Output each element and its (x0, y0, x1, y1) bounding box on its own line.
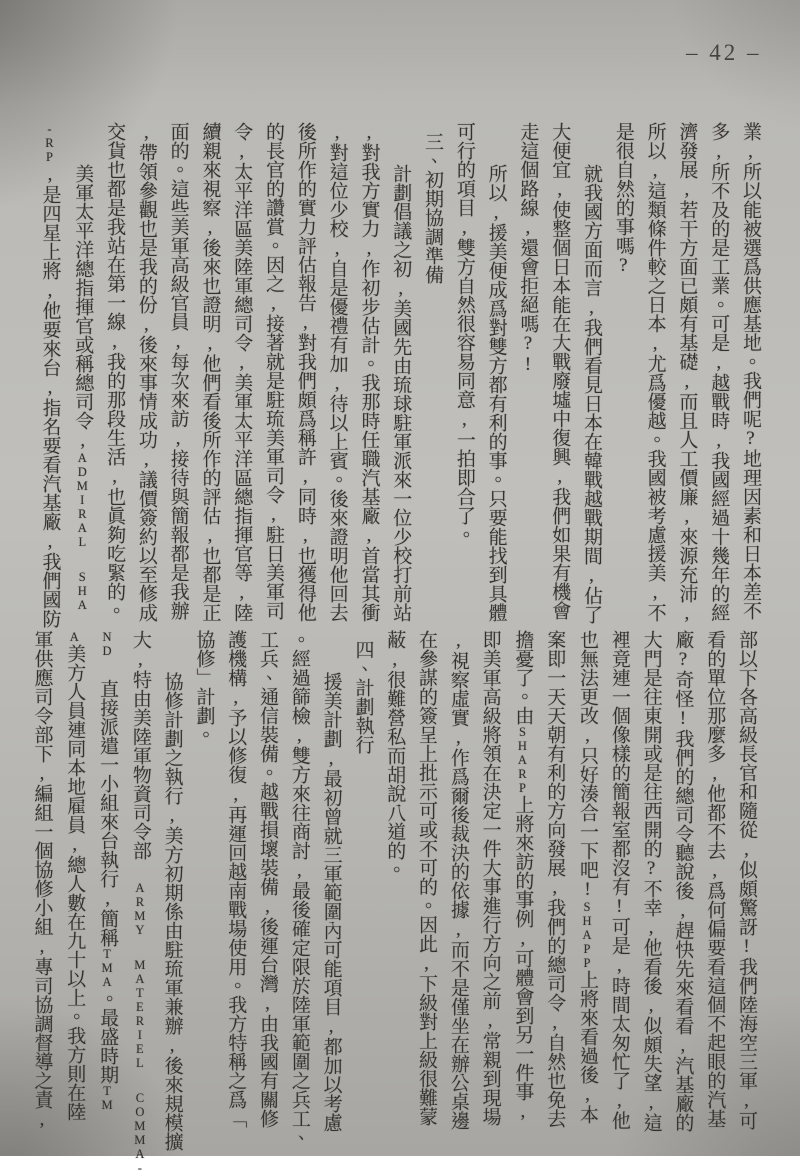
text-column: 護機構,予以修復,再運回越南戰場使用。我方特稱之爲「 (225, 630, 247, 1128)
text-column: 面的。這些美軍高級官員,每次來訪,接待與簡報都是我辦 (167, 122, 189, 620)
text-column: -RP,是四星上將,他要來台,指名要看汽基廠,我們國防 (39, 122, 61, 628)
text-column: 大,特由美陸軍物資司令部 ARMY MATERIEL COMMA- (129, 630, 151, 1175)
text-column: 業,所以能被選爲供應基地。我們呢?地理因素和日本差不 (740, 122, 761, 620)
section-heading: 四、計劃執行 (352, 640, 374, 754)
text-column: 即美軍高級將領在決定一件大事進行方向之前,常親到現場 (479, 630, 501, 1126)
text-column: 裡竟連一個像樣的簡報室都沒有!可是,時間太匆忙了,他 (608, 630, 630, 1130)
text-column: A美方人員連同本地雇員,總人數在九十以上。我方則在陸 (64, 630, 86, 1121)
page-number: – 42 – (686, 40, 762, 65)
text-column: 。經過篩檢,雙方來往商討,最後確定限於陸軍範圍之兵工、 (288, 630, 310, 1147)
text-column: 在參謀的簽呈上批示可或不可的。因此,下級對上級很難蒙 (416, 630, 438, 1126)
text-column: 也無法更改,只好湊合一下吧!SHAPP上將來看過後,本 (577, 630, 599, 1124)
text-column: 就我國方面而言,我們看見日本在韓戰越戰期間,佔了 (581, 164, 603, 624)
text-column: 軍供應司令部下,編組一個協修小組,專司協調督導之責, (31, 630, 53, 1130)
text-column: 是很自然的事嗎? (612, 122, 634, 276)
text-column: 多,所不及的是工業。可是,越戰時,我國經過十幾年的經 (708, 122, 730, 622)
text-column: ,對這位少校,自是優禮有加,待以上賓。後來證明他回去 (326, 122, 348, 622)
text-column: 令,太平洋區美陸軍總司令,美軍太平洋區總指揮官等,陸 (231, 122, 253, 622)
text-column: 所以,這類條件較之日本,尤爲優越。我國被考慮援美,不 (644, 122, 666, 622)
text-column: ND 直接派遣一小組來台執行,簡稱TMA。最盛時期TM (97, 630, 119, 1112)
text-column: 案即一天天朝有利的方向發展,我們的總司令,自然也免去 (544, 630, 566, 1128)
text-column: 協修」計劃。 (193, 630, 215, 744)
text-block-bottom (26, 630, 762, 1175)
text-column: ,視察虛實,作爲爾後裁決的依據,而不是僅坐在辦公桌邊 (447, 630, 469, 1130)
text-column: 工兵、通信裝備。越戰損壞裝備,後運台灣,由我國有關修 (257, 630, 279, 1128)
text-column: 濟發展,若干方面已頗有基礎,而且人工價廉,來源充沛, (676, 122, 698, 624)
text-column: 走這個路線,還會拒絕嗎?! (517, 122, 539, 375)
text-column: 後所作的實力評估報告,對我們頗爲稱許,同時,也獲得他 (294, 122, 316, 622)
text-column: 美軍太平洋總指揮官或稱總司令,ADMIRAL SHA (72, 164, 94, 612)
text-column: 擔憂了。由SHARP上將來訪的事例,可體會到另一件事, (512, 630, 534, 1122)
text-column: 的長官的讚賞。因之,接著就是駐琉美軍司令,駐日美軍司 (263, 122, 285, 620)
section-heading: 三、初期協調準備 (422, 132, 444, 284)
text-column: 蔽,很難營私而胡說八道的。 (384, 630, 406, 879)
text-column: 廠?奇怪!我們的總司令聽說後,趕快先來看看,汽基廠的 (672, 630, 694, 1132)
text-column: 看的單位那麼多,他都不去,爲何偏要看這個不起眼的汽基 (704, 630, 726, 1128)
text-column: 大便宜,使整個日本能在大戰廢墟中復興,我們如果有機會 (549, 122, 571, 620)
text-column: ,對我方實力,作初步估計。我那時任職汽基廠,首當其衝 (358, 122, 380, 622)
text-column: 交貨也都是我站在第一線,我的那段生活,也眞夠吃緊的。 (104, 122, 126, 620)
text-column: 可行的項目,雙方自然很容易同意,一拍即合了。 (453, 122, 475, 544)
text-block-top (33, 122, 766, 636)
text-column: 援美計劃,最初曾就三軍範圍內可能項目,都加以考慮 (320, 672, 342, 1132)
text-column: 大門是往東開或是往西開的?不幸,他看後,似頗失望,這 (640, 630, 662, 1132)
text-column: 續親來視察,後來也證明,他們看後所作的評估,也都是正 (199, 122, 221, 622)
text-column: 部以下各高級長官和隨從,似頗驚訝!我們陸海空三軍,可 (736, 630, 757, 1130)
text-column: 協修計劃之執行,美方初期係由駐琉軍兼辦,後來規模擴 (161, 672, 183, 1151)
text-column: 所以,援美便成爲對雙方都有利的事。只要能找到具體 (485, 164, 507, 622)
text-column: 計劃倡議之初,美國先由琉球駐軍派來一位少校打前站 (390, 164, 412, 622)
text-column: ,帶領參觀也是我的份,後來事情成功,議價簽約以至修成 (135, 122, 157, 622)
